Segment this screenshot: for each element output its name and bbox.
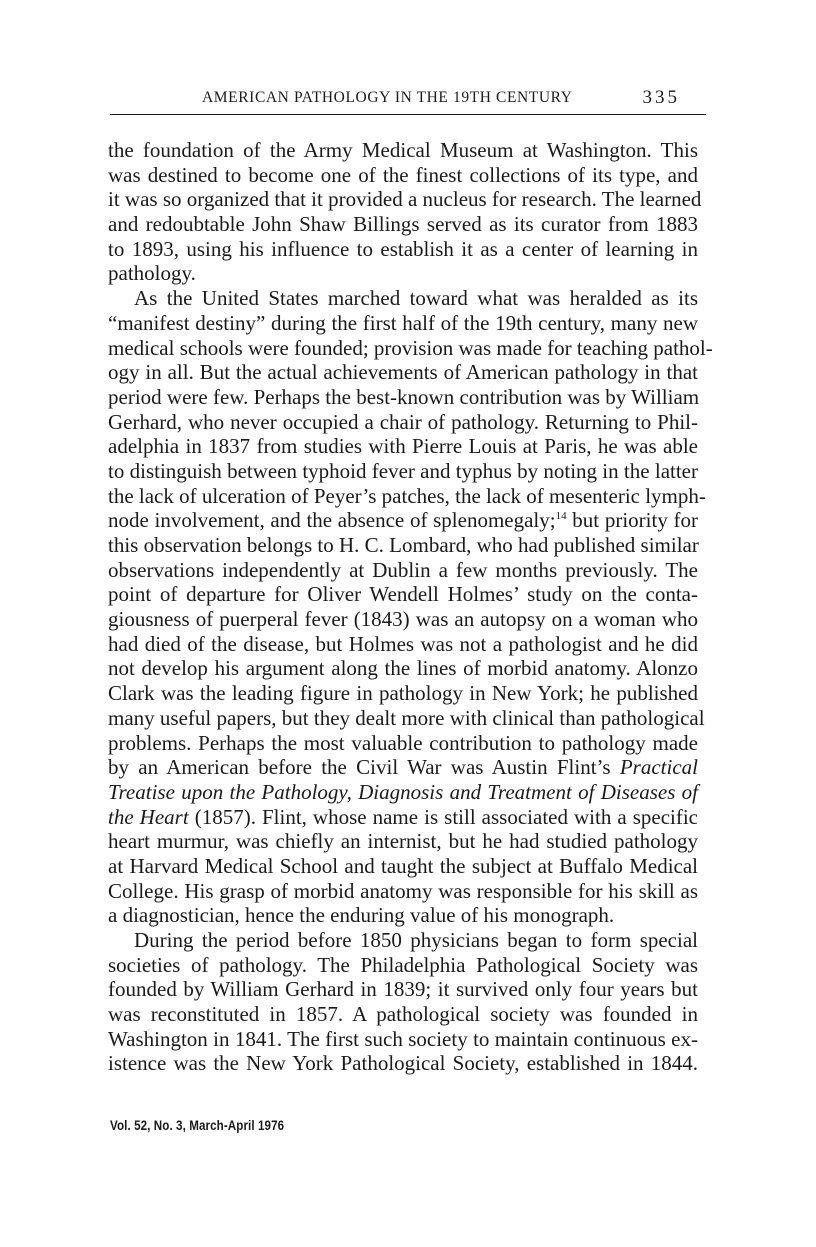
body-line (108, 805, 698, 830)
body-line: had died of the disease, but Holmes was not a pathologist and he did (108, 631, 698, 656)
body-line: problems. Perhaps the most valuable contribution to pathology made (108, 730, 698, 755)
body-line: period were few. Perhaps the best-known contribution was by William (108, 384, 700, 409)
body-line: at Harvard Medical School and taught the subject at Buffalo Medical (108, 853, 698, 878)
book-title-italic: Treatise upon the Pathology, Diagnosis and Treatment of Diseases of (108, 779, 698, 804)
body-line: the foundation of the Army Medical Museum at Washington. This (108, 138, 698, 162)
body-line: heart murmur, was chiefly an internist, but he had studied pathology (108, 829, 698, 854)
body-line: Washington in 1841. The first such society to maintain continuous ex- (108, 1026, 698, 1051)
body-line: During the period before 1850 physicians began to form special (134, 928, 698, 952)
body-line: point of departure for Oliver Wendell Holmes’ study on the conta- (108, 582, 698, 607)
book-title-italic: the Heart (108, 804, 189, 829)
body-line: societies of pathology. The Philadelphia Pathological Society was (108, 952, 698, 977)
body-line-with-footnote (108, 508, 698, 533)
footnote-reference[interactable]: 14 (555, 510, 567, 523)
body-line: many useful papers, but they dealt more with clinical than pathological (108, 705, 705, 730)
body-line: to distinguish between typhoid fever and typhus by noting in the latter (108, 458, 698, 483)
body-line: Gerhard, who never occupied a chair of pathology. Returning to Phil- (108, 409, 698, 434)
body-line: As the United States marched toward what was heralded as its (134, 286, 698, 311)
body-line: observations independently at Dublin a few months previously. The (108, 557, 698, 582)
body-line: was destined to become one of the finest collections of its type, and (108, 162, 698, 187)
running-head (110, 88, 706, 115)
body-line: was reconstituted in 1857. A pathological society was founded in (108, 1002, 698, 1027)
body-line: the lack of ulceration of Peyer’s patches, the lack of mesenteric lymph- (108, 483, 706, 508)
body-line-text: node involvement, and the absence of splenomegaly; (108, 508, 556, 533)
body-line: “manifest destiny” during the first half of the 19th century, many new (108, 310, 698, 335)
body-line: and redoubtable John Shaw Billings served as its curator from 1883 (108, 212, 698, 237)
body-line: College. His grasp of morbid anatomy was responsible for his skill as (108, 878, 698, 903)
body-line: giousness of puerperal fever (1843) was an autopsy on a woman who (108, 607, 698, 632)
journal-citation: Vol. 52, No. 3, March-April 1976 (110, 1118, 285, 1133)
page-number: 335 (642, 87, 680, 108)
book-title-italic: Practical (619, 755, 699, 780)
body-line (108, 755, 698, 780)
article-body (108, 138, 713, 1076)
body-line: this observation belongs to H. C. Lombard, who had published similar (108, 533, 699, 557)
body-line: medical schools were founded; provision was made for teaching pathol- (108, 335, 713, 360)
body-line: istence was the New York Pathological Society, established in 1844. (108, 1051, 698, 1076)
body-line (108, 780, 698, 805)
body-line-text: but priority for (566, 508, 698, 533)
body-line: a diagnostician, hence the enduring value of his monograph. (108, 903, 615, 928)
body-line: adelphia in 1837 from studies with Pierre Louis at Paris, he was able (108, 434, 698, 459)
body-line: it was so organized that it provided a nucleus for research. The learned (108, 187, 702, 212)
body-line: pathology. (108, 261, 196, 286)
body-line: Clark was the leading figure in pathology in New York; he published (108, 681, 698, 706)
body-line: to 1893, using his influence to establish it as a center of learning in (108, 236, 698, 261)
running-title: AMERICAN PATHOLOGY IN THE 19TH CENTURY (202, 89, 573, 106)
body-line: not develop his argument along the lines of morbid anatomy. Alonzo (108, 656, 698, 681)
body-line-text: (1857). Flint, whose name is still associated with a specific (188, 804, 698, 829)
body-line: ogy in all. But the actual achievements of American pathology in that (108, 360, 698, 385)
body-line-text: by an American before the Civil War was Austin Flint’s (108, 755, 611, 780)
body-line: founded by William Gerhard in 1839; it survived only four years but (108, 977, 698, 1002)
